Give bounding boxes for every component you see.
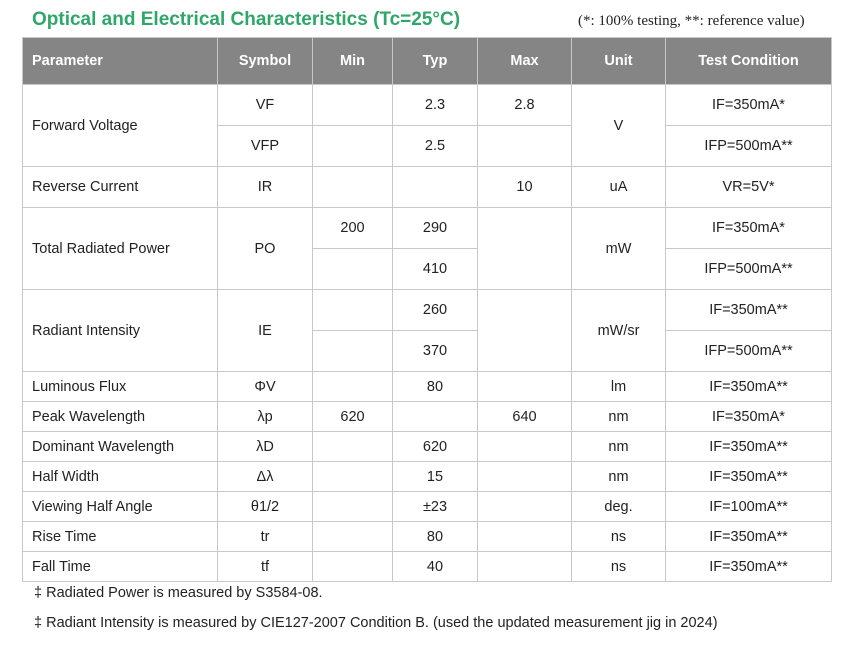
table-row <box>23 462 832 492</box>
typ-cell: 15 <box>393 462 478 492</box>
footnote-radiated-power: ‡ Radiated Power is measured by S3584-08. <box>34 585 323 601</box>
testing-legend: (*: 100% testing, **: reference value) <box>578 13 805 29</box>
condition-cell: IF=350mA** <box>666 372 832 402</box>
max-cell <box>478 126 572 167</box>
table-row <box>23 402 832 432</box>
min-cell <box>313 249 393 290</box>
condition-cell: IF=350mA** <box>666 462 832 492</box>
table-header-row <box>23 38 832 85</box>
typ-cell: 260 <box>393 290 478 331</box>
parameter-cell: Luminous Flux <box>23 372 218 402</box>
symbol-cell: VF <box>218 85 313 126</box>
max-cell <box>478 208 572 290</box>
min-cell <box>313 167 393 208</box>
parameter-cell: Half Width <box>23 462 218 492</box>
min-cell <box>313 85 393 126</box>
unit-cell: nm <box>572 462 666 492</box>
symbol-cell: Δλ <box>218 462 313 492</box>
condition-cell: IF=100mA** <box>666 492 832 522</box>
symbol-cell: IE <box>218 290 313 372</box>
parameter-cell: Peak Wavelength <box>23 402 218 432</box>
parameter-cell: Total Radiated Power <box>23 208 218 290</box>
parameter-cell: Radiant Intensity <box>23 290 218 372</box>
symbol-cell: IR <box>218 167 313 208</box>
typ-cell: 290 <box>393 208 478 249</box>
header-parameter: Parameter <box>23 38 218 85</box>
typ-cell: 410 <box>393 249 478 290</box>
unit-cell: mW/sr <box>572 290 666 372</box>
header-max: Max <box>478 38 572 85</box>
parameter-cell: Fall Time <box>23 552 218 582</box>
symbol-cell: θ1/2 <box>218 492 313 522</box>
header-typ: Typ <box>393 38 478 85</box>
typ-cell: 2.5 <box>393 126 478 167</box>
unit-cell: mW <box>572 208 666 290</box>
max-cell <box>478 462 572 492</box>
condition-cell: IFP=500mA** <box>666 249 832 290</box>
typ-cell <box>393 167 478 208</box>
typ-cell: 2.3 <box>393 85 478 126</box>
min-cell: 620 <box>313 402 393 432</box>
symbol-cell: tr <box>218 522 313 552</box>
parameter-cell: Reverse Current <box>23 167 218 208</box>
parameter-cell: Rise Time <box>23 522 218 552</box>
condition-cell: IF=350mA** <box>666 522 832 552</box>
condition-cell: IF=350mA* <box>666 85 832 126</box>
header-min: Min <box>313 38 393 85</box>
min-cell <box>313 126 393 167</box>
condition-cell: IF=350mA* <box>666 208 832 249</box>
min-cell <box>313 522 393 552</box>
table-row <box>23 432 832 462</box>
min-cell <box>313 552 393 582</box>
condition-cell: IF=350mA* <box>666 402 832 432</box>
condition-cell: IF=350mA** <box>666 290 832 331</box>
typ-cell: 370 <box>393 331 478 372</box>
unit-cell: V <box>572 85 666 167</box>
table-row <box>23 372 832 402</box>
parameter-cell: Viewing Half Angle <box>23 492 218 522</box>
symbol-cell: tf <box>218 552 313 582</box>
min-cell <box>313 462 393 492</box>
min-cell <box>313 492 393 522</box>
symbol-cell: λp <box>218 402 313 432</box>
table-row <box>23 522 832 552</box>
unit-cell: deg. <box>572 492 666 522</box>
table-row <box>23 208 832 249</box>
min-cell: 200 <box>313 208 393 249</box>
parameter-cell: Forward Voltage <box>23 85 218 167</box>
characteristics-table <box>22 37 832 582</box>
header-test-condition: Test Condition <box>666 38 832 85</box>
symbol-cell: VFP <box>218 126 313 167</box>
max-cell <box>478 552 572 582</box>
condition-cell: IF=350mA** <box>666 432 832 462</box>
max-cell: 10 <box>478 167 572 208</box>
typ-cell <box>393 402 478 432</box>
typ-cell: 40 <box>393 552 478 582</box>
header-symbol: Symbol <box>218 38 313 85</box>
unit-cell: lm <box>572 372 666 402</box>
table-row <box>23 167 832 208</box>
unit-cell: uA <box>572 167 666 208</box>
max-cell <box>478 372 572 402</box>
condition-cell: IF=350mA** <box>666 552 832 582</box>
max-cell <box>478 290 572 372</box>
min-cell <box>313 331 393 372</box>
unit-cell: nm <box>572 432 666 462</box>
page-title: Optical and Electrical Characteristics (Tc=25°C) <box>32 9 461 30</box>
min-cell <box>313 290 393 331</box>
unit-cell: nm <box>572 402 666 432</box>
min-cell <box>313 372 393 402</box>
table-row <box>23 552 832 582</box>
typ-cell: 80 <box>393 522 478 552</box>
max-cell: 640 <box>478 402 572 432</box>
table-row <box>23 85 832 126</box>
footnote-radiant-intensity: ‡ Radiant Intensity is measured by CIE127-2007 Condition B. (used the updated measurement jig in 2024) <box>34 615 718 631</box>
parameter-cell: Dominant Wavelength <box>23 432 218 462</box>
typ-cell: 620 <box>393 432 478 462</box>
min-cell <box>313 432 393 462</box>
unit-cell: ns <box>572 522 666 552</box>
table-row <box>23 290 832 331</box>
unit-cell: ns <box>572 552 666 582</box>
table-row <box>23 492 832 522</box>
symbol-cell: PO <box>218 208 313 290</box>
max-cell <box>478 522 572 552</box>
condition-cell: VR=5V* <box>666 167 832 208</box>
symbol-cell: ΦV <box>218 372 313 402</box>
condition-cell: IFP=500mA** <box>666 126 832 167</box>
max-cell <box>478 492 572 522</box>
typ-cell: ±23 <box>393 492 478 522</box>
max-cell <box>478 432 572 462</box>
max-cell: 2.8 <box>478 85 572 126</box>
header-unit: Unit <box>572 38 666 85</box>
condition-cell: IFP=500mA** <box>666 331 832 372</box>
typ-cell: 80 <box>393 372 478 402</box>
symbol-cell: λD <box>218 432 313 462</box>
